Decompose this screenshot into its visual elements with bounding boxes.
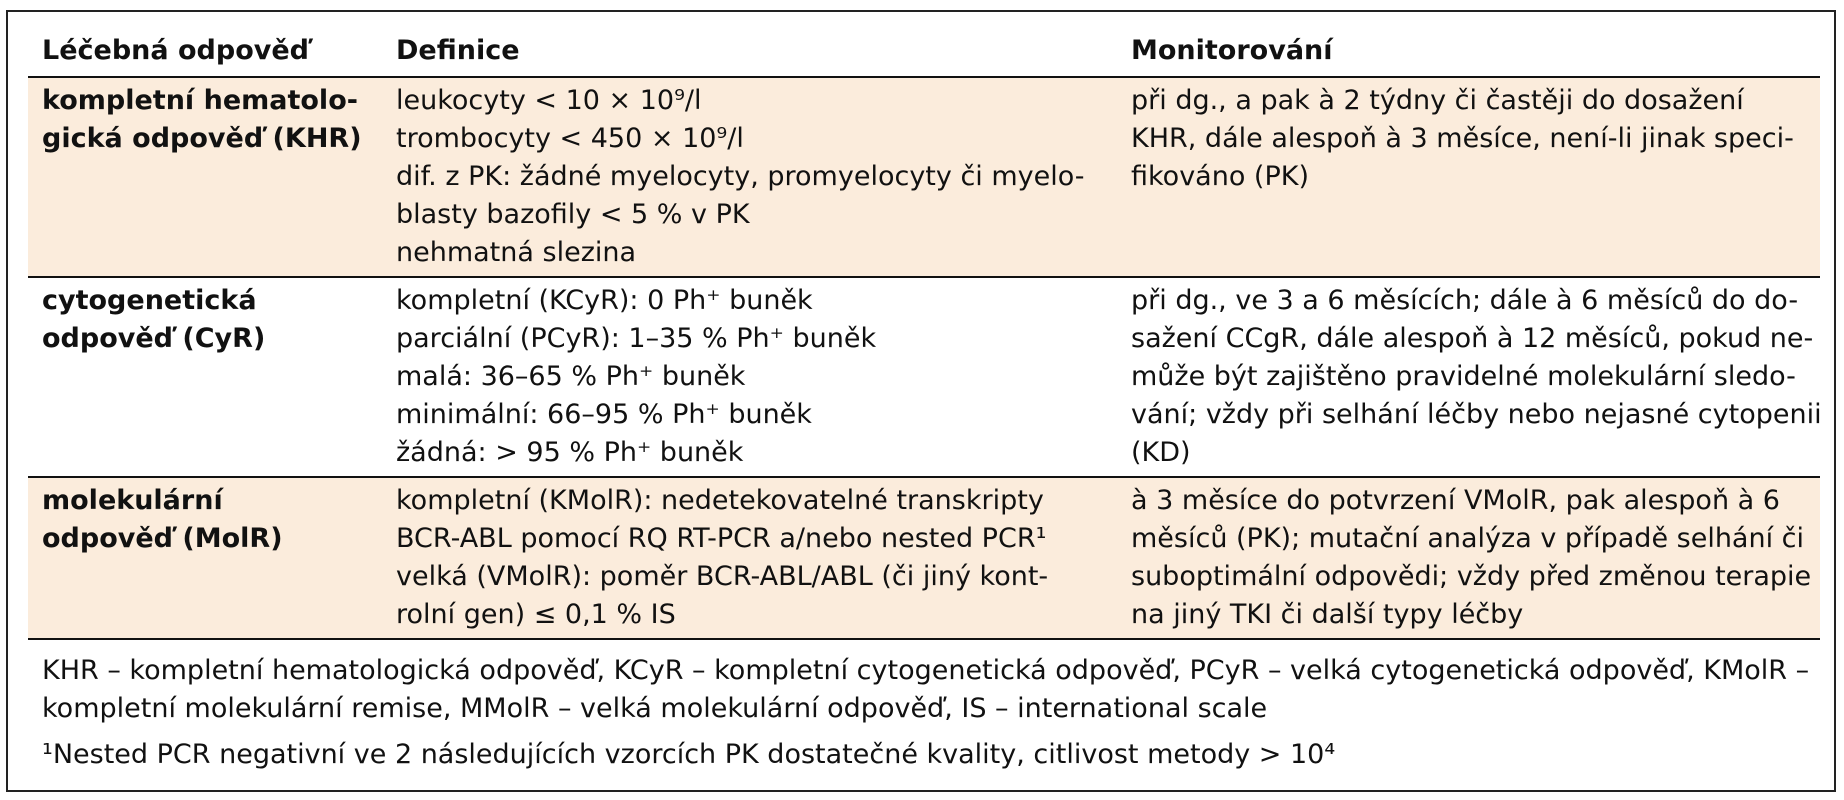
- definition-line: nehmatná slezina: [396, 237, 637, 268]
- table-frame: [6, 10, 1836, 792]
- monitoring-cell: [1117, 277, 1820, 477]
- definition-line: malá: 36–65 % Ph⁺ buněk: [396, 361, 746, 392]
- monitoring-line: může být zajištěno pravidelné molekulární sledo-: [1131, 361, 1796, 392]
- monitoring-line: (KD): [1131, 437, 1191, 468]
- definition-line: trombocyty < 450 × 10⁹/l: [396, 123, 744, 154]
- monitoring-line: KHR, dále alespoň à 3 měsíce, není-li jinak speci-: [1131, 123, 1794, 154]
- footnote-line: ¹Nested PCR negativní ve 2 následujících vzorcích PK dostatečné kvality, citlivost metody > 10⁴: [42, 739, 1336, 770]
- response-cell: [28, 277, 382, 477]
- definition-line: dif. z PK: žádné myelocyty, promyelocyty či myelo-: [396, 161, 1085, 192]
- monitoring-line: à 3 měsíce do potvrzení VMolR, pak alespoň à 6: [1131, 485, 1780, 516]
- definition-cell: [382, 77, 1117, 277]
- definition-line: kompletní (KCyR): 0 Ph⁺ buněk: [396, 285, 813, 316]
- table-row-molr: [28, 477, 1820, 639]
- pcr-footnote: [42, 736, 1822, 774]
- response-table: [28, 28, 1820, 640]
- definition-line: velká (VMolR): poměr BCR-ABL/ABL (či jiný kont-: [396, 561, 1049, 592]
- footnote-line: KHR – kompletní hematologická odpověď, KCyR – kompletní cytogenetická odpověď, PCyR – velká cytogenetická odpověď, KMolR –: [42, 655, 1810, 686]
- monitoring-line: vání; vždy při selhání léčby nebo nejasné cytopenii: [1131, 399, 1822, 430]
- response-line: cytogenetická: [42, 285, 257, 316]
- monitoring-line: sažení CCgR, dále alespoň à 12 měsíců, pokud ne-: [1131, 323, 1814, 354]
- response-cell: [28, 77, 382, 277]
- definition-line: žádná: > 95 % Ph⁺ buněk: [396, 437, 744, 468]
- definition-line: minimální: 66–95 % Ph⁺ buněk: [396, 399, 812, 430]
- header-monitoring: Monitorování: [1117, 28, 1820, 77]
- definition-line: parciální (PCyR): 1–35 % Ph⁺ buněk: [396, 323, 877, 354]
- header-response: Léčebná odpověď: [28, 28, 382, 77]
- header-definition: Definice: [382, 28, 1117, 77]
- monitoring-line: při dg., a pak à 2 týdny či častěji do dosažení: [1131, 85, 1744, 116]
- definition-line: blasty bazofily < 5 % v PK: [396, 199, 750, 230]
- table-header-row: [28, 28, 1820, 77]
- monitoring-cell: [1117, 77, 1820, 277]
- response-line: kompletní hematolo-: [42, 85, 358, 116]
- definition-line: kompletní (KMolR): nedetekovatelné transkripty: [396, 485, 1044, 516]
- monitoring-line: na jiný TKI či další typy léčby: [1131, 599, 1524, 630]
- definition-line: leukocyty < 10 × 10⁹/l: [396, 85, 702, 116]
- response-line: gická odpověď (KHR): [42, 123, 362, 154]
- response-cell: [28, 477, 382, 639]
- definition-cell: [382, 277, 1117, 477]
- definition-cell: [382, 477, 1117, 639]
- monitoring-line: fikováno (PK): [1131, 161, 1309, 192]
- table-row-cyr: [28, 277, 1820, 477]
- table-row-khr: [28, 77, 1820, 277]
- monitoring-line: měsíců (PK); mutační analýza v případě selhání či: [1131, 523, 1805, 554]
- footnote-line: kompletní molekulární remise, MMolR – velká molekulární odpověď, IS – international scale: [42, 693, 1268, 724]
- monitoring-cell: [1117, 477, 1820, 639]
- response-line: molekulární: [42, 485, 223, 516]
- definition-line: rolní gen) ≤ 0,1 % IS: [396, 599, 676, 630]
- response-line: odpověď (MolR): [42, 523, 283, 554]
- definition-line: BCR-ABL pomocí RQ RT-PCR a/nebo nested PCR¹: [396, 523, 1047, 554]
- response-line: odpověď (CyR): [42, 323, 266, 354]
- abbreviations-footnote: [42, 652, 1822, 728]
- monitoring-line: při dg., ve 3 a 6 měsících; dále à 6 měsíců do do-: [1131, 285, 1799, 316]
- monitoring-line: suboptimální odpovědi; vždy před změnou terapie: [1131, 561, 1812, 592]
